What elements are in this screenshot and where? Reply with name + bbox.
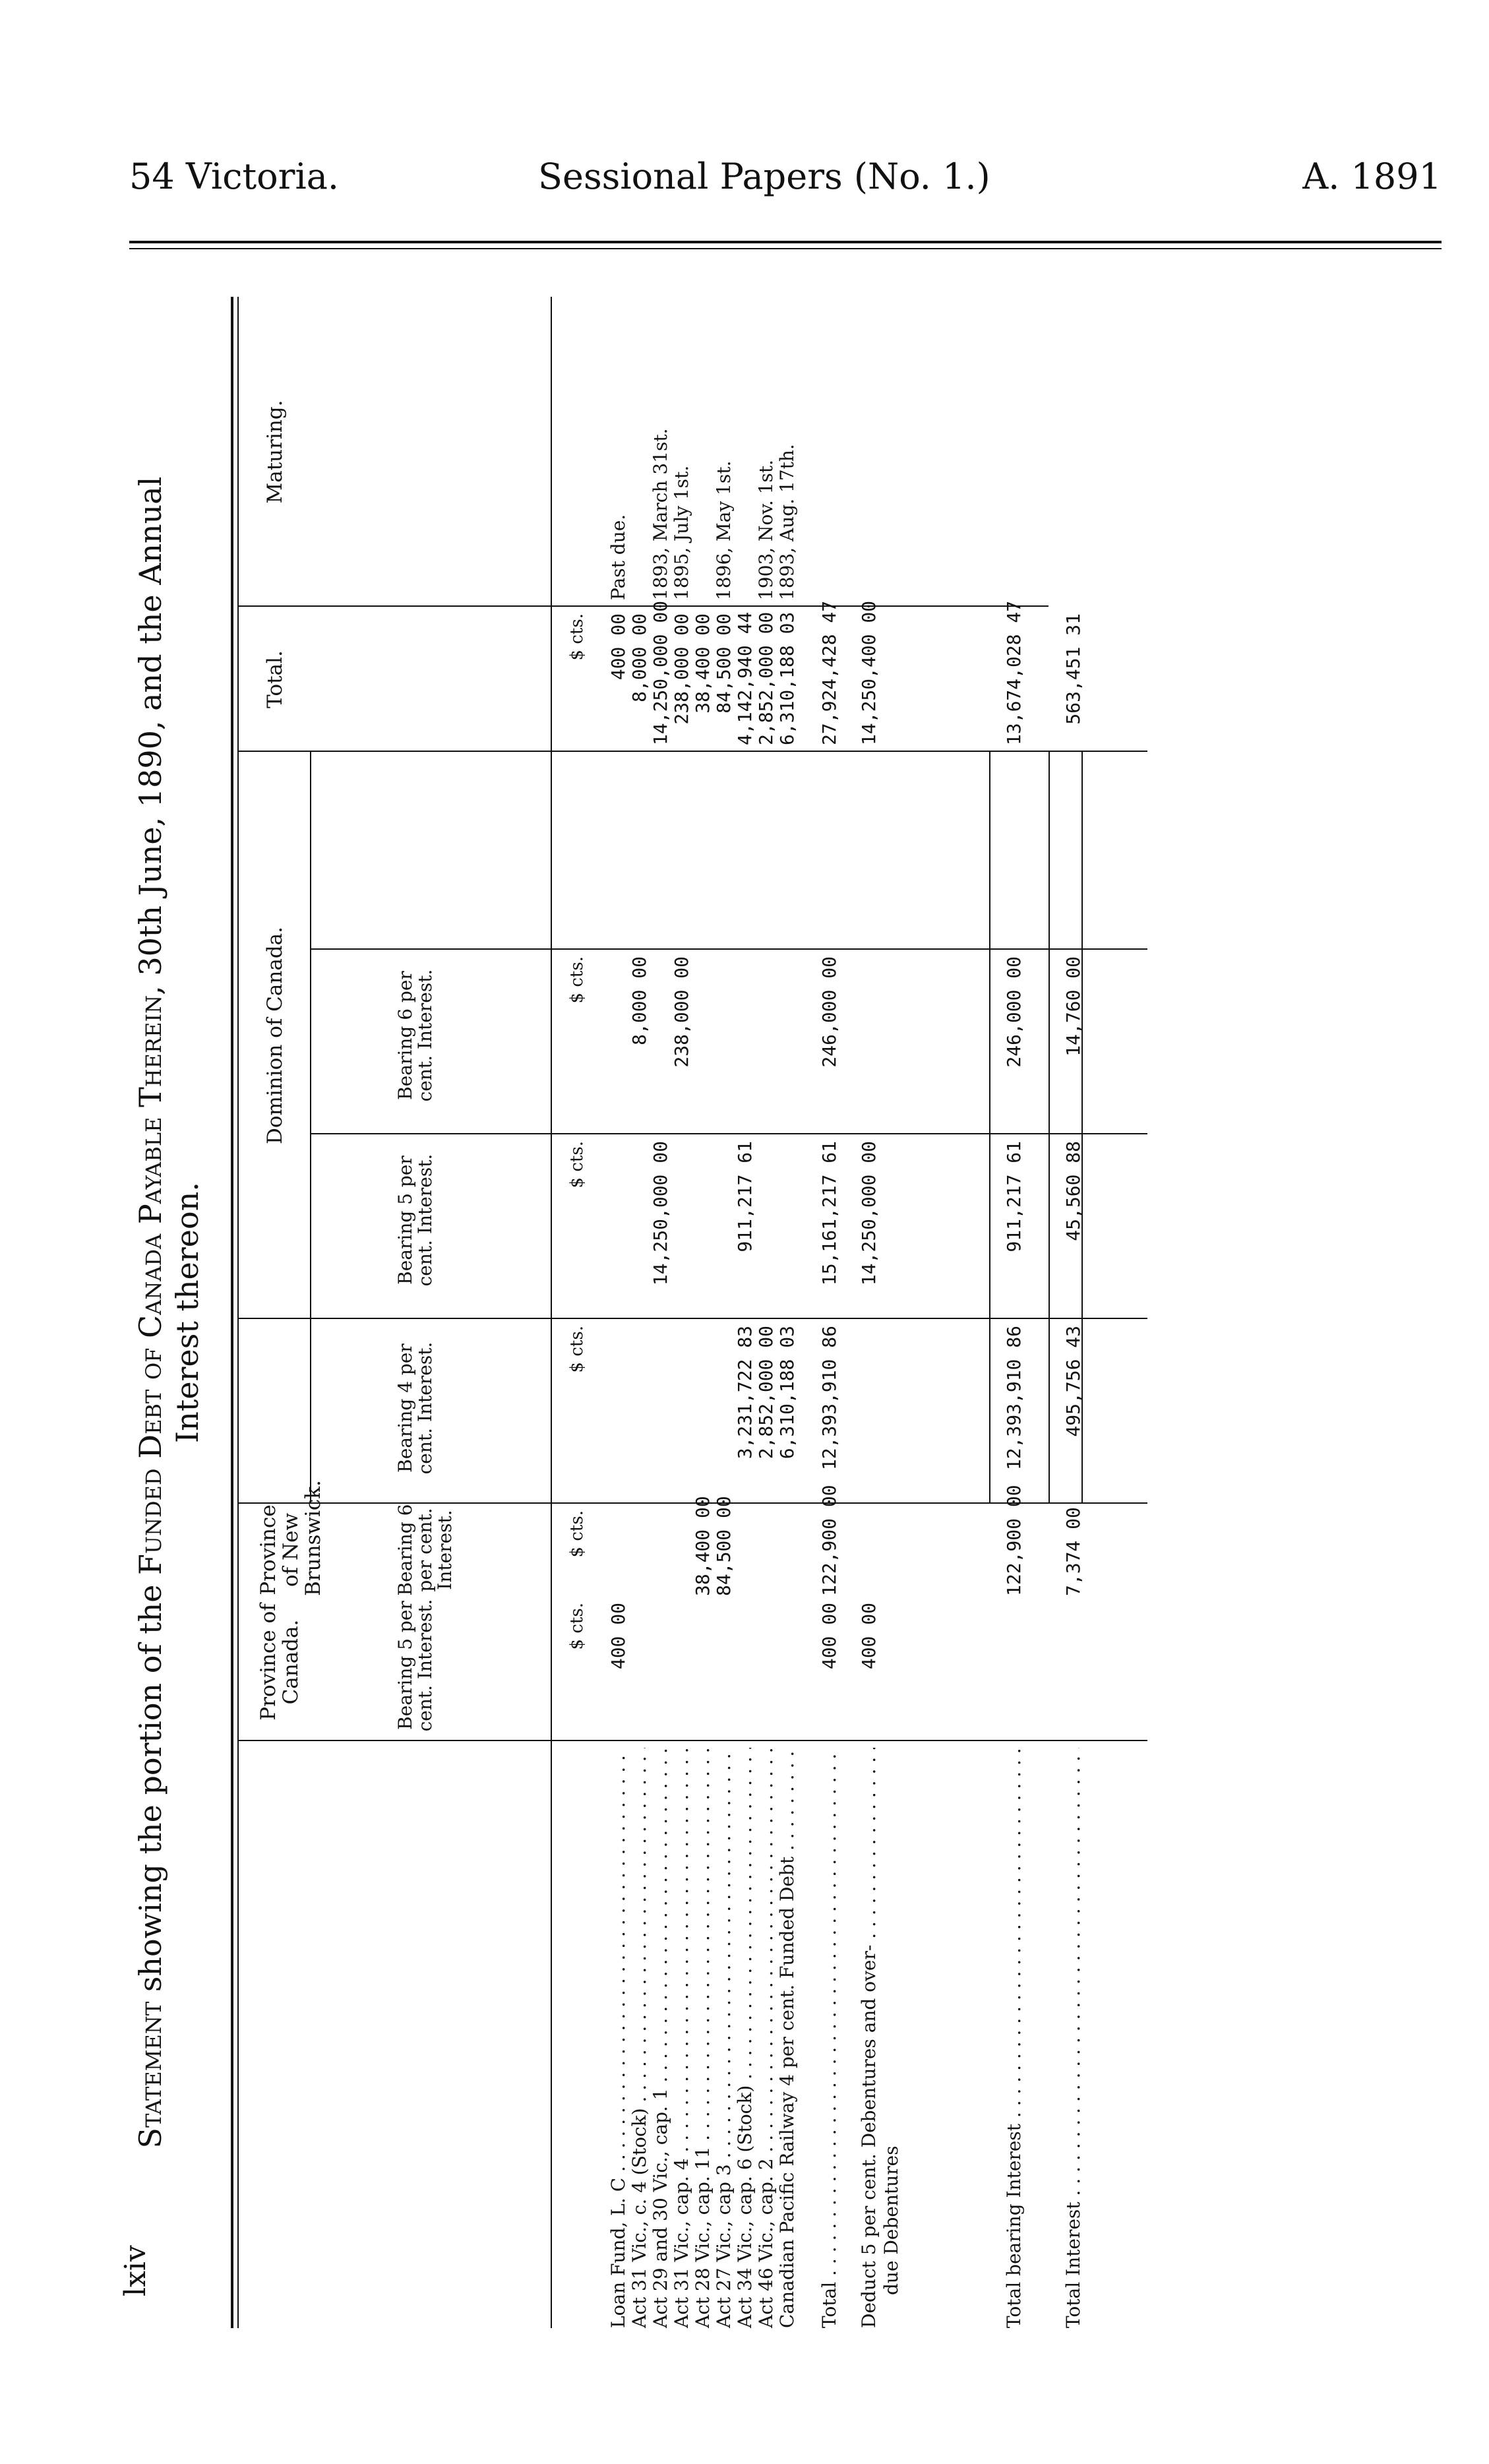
sub-head: Bearing 6 per cent. Interest. <box>394 969 436 1102</box>
row-label: Act 46 Vic., cap. 2 . . . <box>754 1748 778 2328</box>
summary-label: Total Interest . . . <box>1062 1748 1085 2328</box>
statement-title: Statement showing the portion of the Funded Debt of Canada Payable Therein, 30th June, 1890, and the Annual Interest thereon. <box>133 476 205 2149</box>
col-sep <box>237 1318 1147 1319</box>
page-header <box>129 150 1442 203</box>
unit-label: $ cts. <box>567 1326 587 1373</box>
unit-label: $ cts. <box>567 613 587 661</box>
sub-head: Bearing 5 per cent. Interest. <box>394 1154 436 1287</box>
unit-label: $ cts. <box>567 1141 587 1188</box>
cell-c3: 3,231,722 83 <box>734 1326 756 1460</box>
col-sep <box>237 1740 1147 1741</box>
cell-maturing: 1895, July 1st. <box>671 465 692 600</box>
unit-label: $ cts. <box>567 1510 587 1558</box>
summary-cell-total: 27,924,428 47 <box>818 600 840 745</box>
row-label: Act 29 and 30 Vic., cap. 1 . . . <box>649 1748 673 2328</box>
cell-total: 4,142,940 44 <box>734 611 756 745</box>
dominion-group-rule <box>310 752 311 1504</box>
cell-maturing: 1896, May 1st. <box>713 460 735 600</box>
summary-cell-c2: 7,374 00 <box>1062 1507 1084 1596</box>
cell-total: 84,500 00 <box>713 613 735 714</box>
header-title: Sessional Papers (No. 1.) <box>538 156 990 197</box>
summary-label: Deduct 5 per cent. Debentures and over- . . . <box>857 1748 881 2328</box>
summary-cell-c4: 15,161,217 61 <box>818 1141 840 1286</box>
cell-c5: 238,000 00 <box>671 956 692 1068</box>
row-label: Act 27 Vic., cap 3 . . . <box>712 1748 736 2328</box>
row-label: Loan Fund, L. C . . . <box>607 1748 630 2328</box>
summary-cell-total: 13,674,028 47 <box>1003 600 1025 745</box>
col-head-province-canada: Province of Canada. <box>257 1603 303 1721</box>
cell-maturing: 1903, Nov. 1st. <box>755 459 777 600</box>
col-head-province-nb: Province of New Brunswick. <box>257 1480 325 1596</box>
cell-c4: 14,250,000 00 <box>650 1141 671 1286</box>
cell-maturing: Past due. <box>607 514 629 600</box>
summary-cell-c5: 246,000 00 <box>1003 956 1025 1068</box>
summary-cell-c1: 400 00 <box>858 1603 880 1670</box>
row-label: Act 28 Vic., cap. 11 . . . <box>691 1748 715 2328</box>
cell-c3: 6,310,188 03 <box>776 1326 798 1460</box>
summary-label: Total bearing Interest . . . <box>1002 1748 1026 2328</box>
header-session: 54 Victoria. <box>129 156 340 197</box>
sub-head: Bearing 6 per cent. Interest. <box>394 1504 456 1596</box>
summary-cell-c4: 14,250,000 00 <box>858 1141 880 1286</box>
col-sep <box>310 1133 1147 1134</box>
sub-head: Bearing 5 per cent. Interest. <box>394 1599 436 1732</box>
row-label: Act 31 Vic., c. 4 (Stock) . . . <box>628 1748 652 2328</box>
cell-total: 238,000 00 <box>671 613 692 725</box>
summary-label-cont: due Debentures <box>880 2145 902 2295</box>
cell-maturing: 1893, March 31st. <box>650 428 671 600</box>
summary-label: Total . . . <box>818 1748 841 2328</box>
cell-total: 38,400 00 <box>692 613 714 714</box>
rotated-table-page <box>132 277 1147 2348</box>
col-head-total: Total. <box>263 650 287 708</box>
summary-cell-c3: 495,756 43 <box>1062 1326 1084 1437</box>
header-rule-thin <box>129 248 1442 249</box>
row-label: Act 31 Vic., cap. 4 . . . <box>670 1748 694 2328</box>
summary-cell-total: 563,451 31 <box>1062 613 1084 725</box>
col-head-dominion: Dominion of Canada. <box>263 927 287 1145</box>
cell-maturing: 1893, Aug. 17th. <box>776 444 798 600</box>
summary-cell-total: 14,250,400 00 <box>858 600 880 745</box>
summary-cell-c4: 911,217 61 <box>1003 1141 1025 1252</box>
cell-total: 400 00 <box>607 613 629 681</box>
cell-total: 8,000 00 <box>628 613 650 702</box>
sum-rule-1 <box>989 752 990 1504</box>
summary-cell-c3: 12,393,910 86 <box>818 1326 840 1471</box>
unit-label: $ cts. <box>567 956 587 1004</box>
cell-c2: 84,500 00 <box>713 1496 735 1596</box>
col-sep <box>237 605 1048 607</box>
cell-total: 6,310,188 03 <box>776 611 798 745</box>
folio: lxiv <box>119 2245 152 2296</box>
summary-cell-c2: 122,900 00 <box>818 1485 840 1596</box>
header-bottom-rule <box>551 297 552 2328</box>
col-head-maturing: Maturing. <box>263 400 287 504</box>
summary-cell-c1: 400 00 <box>818 1603 840 1670</box>
summary-cell-c5: 14,760 00 <box>1062 956 1084 1057</box>
cell-total: 2,852,000 00 <box>755 611 777 745</box>
row-label: Act 34 Vic., cap. 6 (Stock) . . . <box>733 1748 757 2328</box>
sub-head: Bearing 4 per cent. Interest. <box>394 1341 436 1475</box>
summary-cell-c4: 45,560 88 <box>1062 1141 1084 1241</box>
cell-c5: 8,000 00 <box>628 956 650 1045</box>
summary-cell-c5: 246,000 00 <box>818 956 840 1068</box>
header-year: A. 1891 <box>1302 156 1442 197</box>
cell-c2: 38,400 00 <box>692 1496 714 1596</box>
cell-c3: 2,852,000 00 <box>755 1326 777 1460</box>
row-label: Canadian Pacific Railway 4 per cent. Funded Debt . . . <box>775 1748 799 2328</box>
cell-total: 14,250,000 00 <box>650 600 671 745</box>
header-rule <box>129 241 1442 243</box>
summary-cell-c2: 122,900 00 <box>1003 1485 1025 1596</box>
sum-rule-2 <box>1048 752 1050 1504</box>
col-sep <box>237 751 1147 752</box>
table-top-rule-thin <box>237 297 239 2328</box>
col-sep <box>310 948 1147 950</box>
table-top-rule <box>231 297 233 2328</box>
cell-c1: 400 00 <box>607 1603 629 1670</box>
summary-cell-c3: 12,393,910 86 <box>1003 1326 1025 1471</box>
cell-c4: 911,217 61 <box>734 1141 756 1252</box>
unit-label: $ cts. <box>567 1603 587 1650</box>
